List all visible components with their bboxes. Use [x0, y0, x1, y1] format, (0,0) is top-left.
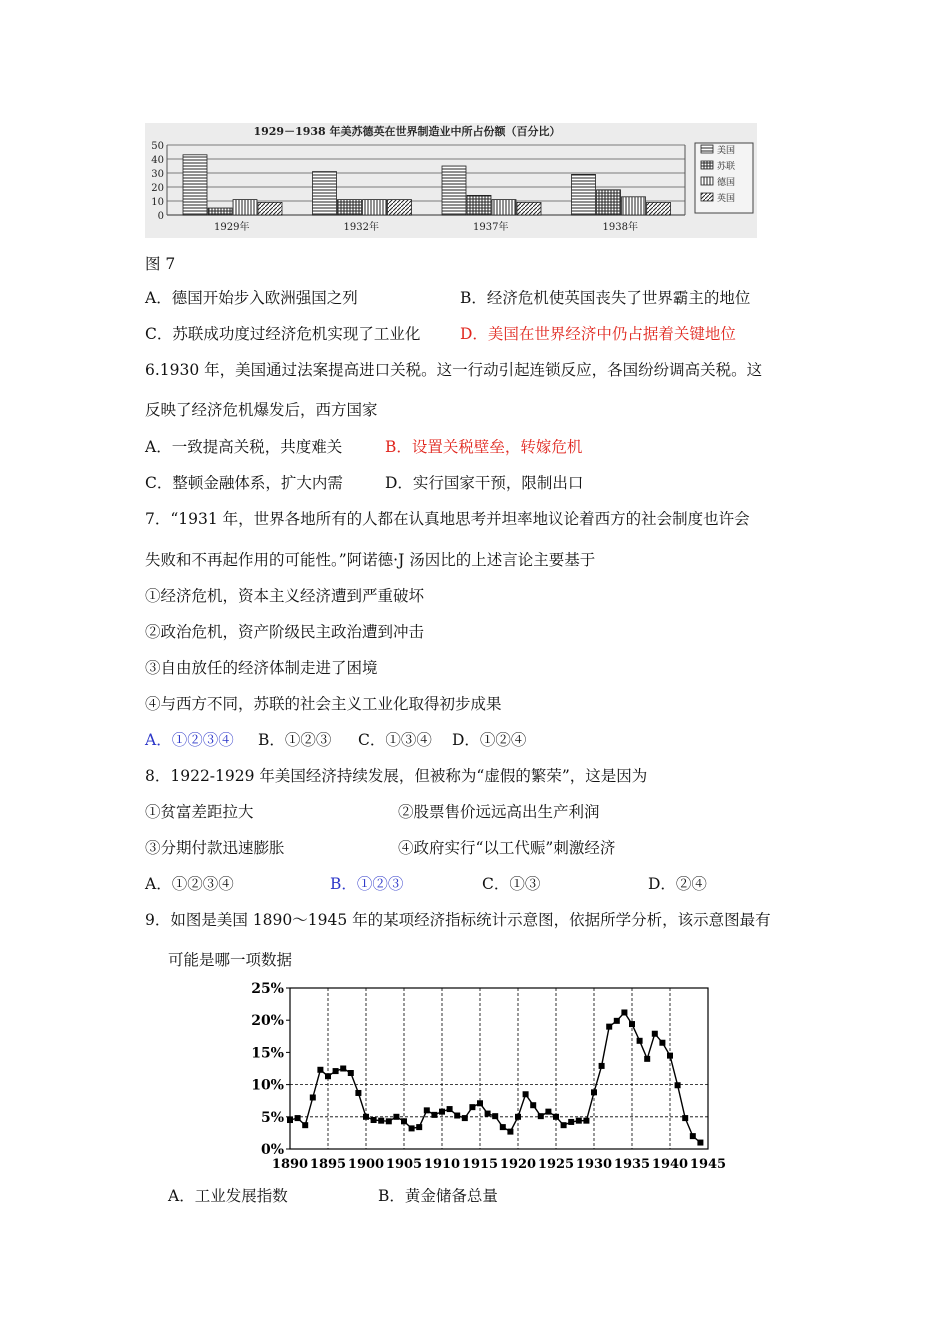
x-tick-label: 1915	[461, 1157, 499, 1172]
x-tick-label: 1920	[499, 1157, 537, 1172]
figure-7-label: 图 7	[145, 255, 176, 273]
data-point	[462, 1115, 468, 1121]
x-tick-label: 1930	[575, 1157, 613, 1172]
q5-option-a: A．德国开始步入欧洲强国之列	[145, 289, 358, 307]
q8-stem: 8．1922-1929 年美国经济持续发展，但被称为“虚假的繁荣”，这是因为	[145, 767, 648, 785]
data-point	[295, 1115, 301, 1121]
data-point	[393, 1114, 399, 1120]
bar	[597, 190, 621, 215]
data-point	[325, 1073, 331, 1079]
data-point	[667, 1053, 673, 1059]
data-point	[614, 1018, 620, 1024]
y-tick-label: 50	[151, 141, 164, 152]
q7-option-b: B．①②③	[258, 731, 332, 749]
data-point	[447, 1106, 453, 1112]
q9-option-b: B．黄金储备总量	[378, 1187, 498, 1205]
q7-option-a: A．①②③④	[145, 731, 234, 749]
data-point	[591, 1089, 597, 1095]
x-tick-label: 1932年	[343, 222, 379, 233]
series-line	[290, 1013, 700, 1143]
data-point	[492, 1113, 498, 1119]
x-tick-label: 1935	[613, 1157, 651, 1172]
data-point	[523, 1091, 529, 1097]
data-point	[690, 1133, 696, 1139]
data-point	[515, 1114, 521, 1120]
bar-chart-title: 1929－1938 年美苏德英在世界制造业中所占份额（百分比）	[253, 125, 561, 138]
q7-item-4: ④与西方不同，苏联的社会主义工业化取得初步成果	[145, 695, 502, 713]
x-tick-label: 1945	[689, 1157, 727, 1172]
bar	[363, 200, 387, 215]
data-point	[371, 1117, 377, 1123]
y-tick-label: 10%	[251, 1077, 284, 1094]
data-point	[629, 1021, 635, 1027]
q8-option-b: B．①②③	[330, 875, 404, 893]
y-tick-label: 30	[151, 169, 164, 180]
x-tick-label: 1925	[537, 1157, 575, 1172]
q8-option-a: A．①②③④	[145, 875, 234, 893]
q7-item-1: ①经济危机，资本主义经济遭到严重破坏	[145, 587, 425, 605]
q7-item-3: ③自由放任的经济体制走进了困境	[145, 659, 378, 677]
data-point	[697, 1140, 703, 1146]
manufacturing-share-bar-chart	[145, 123, 757, 238]
bar	[208, 208, 232, 215]
data-point	[530, 1102, 536, 1108]
data-point	[659, 1040, 665, 1046]
q5-option-d: D．美国在世界经济中仍占据着关键地位	[460, 325, 736, 343]
q6-option-a: A．一致提高关税，共度难关	[145, 438, 343, 456]
bar	[388, 200, 412, 215]
data-point	[477, 1100, 483, 1106]
x-tick-label: 1900	[347, 1157, 385, 1172]
q6-option-c: C．整顿金融体系，扩大内需	[145, 474, 343, 492]
q8-item-2: ②股票售价远远高出生产利润	[398, 803, 600, 821]
data-point	[606, 1024, 612, 1030]
q7-item-2: ②政治危机，资产阶级民主政治遭到冲击	[145, 623, 425, 641]
data-point	[386, 1118, 392, 1124]
legend-swatch	[701, 161, 713, 169]
data-point	[416, 1124, 422, 1130]
data-point	[538, 1113, 544, 1119]
bar	[572, 174, 596, 215]
data-point	[599, 1063, 605, 1069]
data-point	[340, 1066, 346, 1072]
data-point	[568, 1119, 574, 1125]
q8-item-3: ③分期付款迅速膨胀	[145, 839, 285, 857]
q8-item-4: ④政府实行“以工代赈”刺激经济	[398, 839, 616, 857]
data-point	[302, 1122, 308, 1128]
x-tick-label: 1895	[309, 1157, 347, 1172]
bar	[442, 166, 466, 215]
data-point	[469, 1104, 475, 1110]
legend-swatch	[701, 145, 713, 153]
data-point	[682, 1115, 688, 1121]
y-tick-label: 25%	[251, 981, 284, 997]
us-economic-indicator-line-chart	[240, 978, 730, 1178]
data-point	[378, 1118, 384, 1124]
data-point	[485, 1111, 491, 1117]
legend-swatch	[701, 193, 713, 201]
data-point	[409, 1125, 415, 1131]
data-point	[333, 1068, 339, 1074]
x-tick-label: 1890	[271, 1157, 309, 1172]
data-point	[675, 1082, 681, 1088]
q7-option-c: C．①③④	[358, 731, 432, 749]
data-point	[317, 1067, 323, 1073]
q7-option-d: D．①②④	[452, 731, 527, 749]
data-point	[561, 1122, 567, 1128]
x-tick-label: 1940	[651, 1157, 689, 1172]
bar	[233, 200, 257, 215]
data-point	[553, 1114, 559, 1120]
legend-label: 德国	[717, 178, 736, 188]
q9-stem-line-2: 可能是哪一项数据	[168, 951, 293, 969]
x-tick-label: 1910	[423, 1157, 461, 1172]
q7-stem-line-1: 7．“1931 年，世界各地所有的人都在认真地思考并坦率地议论着西方的社会制度也许会	[145, 510, 750, 528]
data-point	[583, 1118, 589, 1124]
q6-stem-line-1: 6.1930 年，美国通过法案提高进口关税。这一行动引起连锁反应，各国纷纷调高关税。这	[145, 361, 763, 379]
x-tick-label: 1938年	[602, 222, 638, 233]
bar	[313, 172, 337, 215]
x-tick-label: 1929年	[214, 222, 250, 233]
q7-stem-line-2: 失败和不再起作用的可能性。”阿诺德·J 汤因比的上述言论主要基于	[145, 551, 596, 569]
data-point	[500, 1124, 506, 1130]
y-tick-label: 0%	[260, 1142, 284, 1158]
y-tick-label: 10	[151, 197, 164, 208]
q6-stem-line-2: 反映了经济危机爆发后，西方国家	[145, 401, 378, 419]
q5-option-b: B．经济危机使英国丧失了世界霸主的地位	[460, 289, 751, 307]
data-point	[644, 1056, 650, 1062]
q8-item-1: ①贫富差距拉大	[145, 803, 254, 821]
data-point	[637, 1038, 643, 1044]
data-point	[507, 1129, 513, 1135]
data-point	[454, 1113, 460, 1119]
data-point	[545, 1109, 551, 1115]
legend-label: 苏联	[717, 162, 736, 172]
data-point	[424, 1107, 430, 1113]
y-tick-label: 15%	[251, 1045, 284, 1062]
data-point	[348, 1070, 354, 1076]
y-tick-label: 20	[151, 183, 164, 194]
legend-label: 英国	[717, 194, 736, 204]
data-point	[355, 1090, 361, 1096]
data-point	[439, 1109, 445, 1115]
data-point	[310, 1094, 316, 1100]
data-point	[287, 1117, 293, 1123]
bar	[258, 202, 282, 215]
bar	[467, 195, 491, 215]
legend-label: 美国	[717, 146, 736, 156]
q8-option-d: D．②④	[648, 875, 707, 893]
q6-option-d: D．实行国家干预，限制出口	[385, 474, 584, 492]
y-tick-label: 20%	[251, 1013, 284, 1030]
q9-stem-line-1: 9．如图是美国 1890～1945 年的某项经济指标统计示意图，依据所学分析，该示意图最有	[145, 911, 771, 929]
data-point	[576, 1118, 582, 1124]
bar	[517, 202, 541, 215]
data-point	[621, 1009, 627, 1015]
q6-option-b: B．设置关税壁垒，转嫁危机	[385, 438, 583, 456]
y-tick-label: 0	[157, 211, 164, 222]
bar	[647, 202, 671, 215]
data-point	[652, 1031, 658, 1037]
q5-option-c: C．苏联成功度过经济危机实现了工业化	[145, 325, 421, 343]
bar	[338, 200, 362, 215]
x-tick-label: 1905	[385, 1157, 423, 1172]
data-point	[431, 1112, 437, 1118]
legend-swatch	[701, 177, 713, 185]
q8-option-c: C．①③	[482, 875, 541, 893]
bar	[492, 200, 516, 215]
bar	[183, 155, 207, 215]
data-point	[363, 1114, 369, 1120]
y-tick-label: 40	[151, 155, 164, 166]
data-point	[401, 1118, 407, 1124]
y-tick-label: 5%	[260, 1109, 284, 1126]
q9-option-a: A．工业发展指数	[168, 1187, 288, 1205]
x-tick-label: 1937年	[473, 222, 509, 233]
bar	[622, 197, 646, 215]
